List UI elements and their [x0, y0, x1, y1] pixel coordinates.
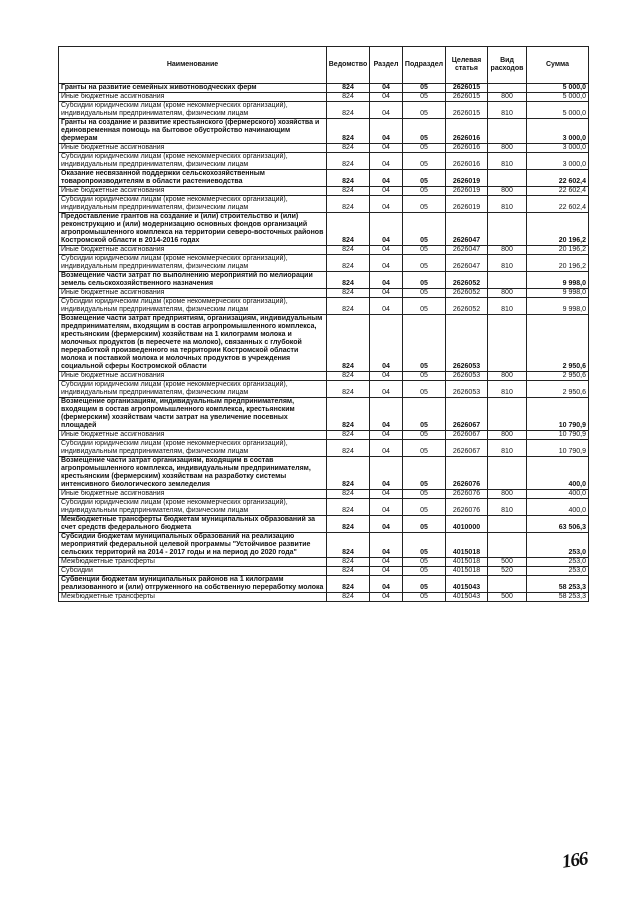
- cell-kind: 810: [488, 298, 527, 315]
- table-header-row: [59, 47, 589, 84]
- table-row: [59, 255, 589, 272]
- cell-section: 04: [370, 490, 403, 499]
- cell-subsection: 05: [403, 119, 446, 144]
- cell-subsection: 05: [403, 576, 446, 593]
- cell-section: 04: [370, 93, 403, 102]
- cell-sum: 253,0: [527, 558, 589, 567]
- cell-name: Субсидии: [59, 567, 327, 576]
- cell-subsection: 05: [403, 499, 446, 516]
- cell-target: 4015018: [446, 533, 488, 558]
- cell-name: Субсидии юридическим лицам (кроме некоммерческих организаций), индивидуальным предпринимателям, физическим лицам: [59, 381, 327, 398]
- cell-subsection: 05: [403, 440, 446, 457]
- cell-name: Субсидии юридическим лицам (кроме некоммерческих организаций), индивидуальным предпринимателям, физическим лицам: [59, 153, 327, 170]
- table-row: [59, 298, 589, 315]
- cell-target: 4015043: [446, 593, 488, 602]
- cell-section: 04: [370, 533, 403, 558]
- cell-dept: 824: [327, 567, 370, 576]
- cell-kind: 810: [488, 381, 527, 398]
- cell-name: Межбюджетные трансферты: [59, 558, 327, 567]
- cell-dept: 824: [327, 272, 370, 289]
- cell-name: Субсидии юридическим лицам (кроме некоммерческих организаций), индивидуальным предпринимателям, физическим лицам: [59, 298, 327, 315]
- cell-sum: 58 253,3: [527, 576, 589, 593]
- cell-name: Предоставление грантов на создание и (или) строительство и (или) реконструкцию и (или) модернизацию основных фондов организаций агропромышленного комплекса на территории северо-восточных районов Костромской области в 2014-2016 годах: [59, 213, 327, 246]
- cell-kind: 810: [488, 255, 527, 272]
- table-row: [59, 289, 589, 298]
- cell-section: 04: [370, 119, 403, 144]
- cell-name: Иные бюджетные ассигнования: [59, 431, 327, 440]
- cell-kind: 810: [488, 196, 527, 213]
- cell-subsection: 05: [403, 93, 446, 102]
- cell-dept: 824: [327, 213, 370, 246]
- cell-name: Возмещение организациям, индивидуальным предпринимателям, входящим в состав агропромышленного комплекса, крестьянским (фермерским) хозяйствам части затрат на увеличение посевных площадей: [59, 398, 327, 431]
- cell-section: 04: [370, 315, 403, 372]
- cell-sum: 253,0: [527, 567, 589, 576]
- cell-dept: 824: [327, 558, 370, 567]
- cell-sum: 20 196,2: [527, 246, 589, 255]
- table-row: [59, 567, 589, 576]
- table-row: [59, 102, 589, 119]
- cell-kind: 800: [488, 144, 527, 153]
- cell-name: Межбюджетные трансферты бюджетам муниципальных образований за счет средств федерального бюджета: [59, 516, 327, 533]
- cell-target: 4015018: [446, 567, 488, 576]
- table-row: [59, 246, 589, 255]
- cell-subsection: 05: [403, 490, 446, 499]
- cell-dept: 824: [327, 431, 370, 440]
- table-row: [59, 93, 589, 102]
- cell-section: 04: [370, 213, 403, 246]
- table-row: [59, 533, 589, 558]
- cell-sum: 58 253,3: [527, 593, 589, 602]
- cell-name: Возмещение части затрат предприятиям, организациям, индивидуальным предпринимателям, входящим в состав агропромышленного комплекса, крестьянским (фермерским) хозяйствам на 1 килограмм молока и молочных продуктов (в пересчете на молоко), связанных с глубокой переработкой произведенного на территории Костромской области молока и поставкой молока и молочных продуктов в учреждения социальной сферы Костромской области: [59, 315, 327, 372]
- cell-sum: 5 000,0: [527, 102, 589, 119]
- cell-kind: 810: [488, 440, 527, 457]
- cell-target: 2626053: [446, 381, 488, 398]
- cell-sum: 2 950,6: [527, 315, 589, 372]
- cell-sum: 3 000,0: [527, 119, 589, 144]
- cell-sum: 10 790,9: [527, 440, 589, 457]
- cell-sum: 9 998,0: [527, 272, 589, 289]
- cell-section: 04: [370, 457, 403, 490]
- cell-subsection: 05: [403, 144, 446, 153]
- cell-kind: 810: [488, 102, 527, 119]
- table-row: [59, 398, 589, 431]
- cell-section: 04: [370, 298, 403, 315]
- cell-kind: 800: [488, 246, 527, 255]
- cell-target: 2626052: [446, 298, 488, 315]
- cell-name: Иные бюджетные ассигнования: [59, 93, 327, 102]
- cell-dept: 824: [327, 593, 370, 602]
- cell-kind: 800: [488, 372, 527, 381]
- cell-section: 04: [370, 102, 403, 119]
- cell-subsection: 05: [403, 431, 446, 440]
- cell-sum: 3 000,0: [527, 153, 589, 170]
- cell-dept: 824: [327, 84, 370, 93]
- cell-sum: 20 196,2: [527, 213, 589, 246]
- cell-section: 04: [370, 196, 403, 213]
- table-row: [59, 381, 589, 398]
- page-number: 166: [560, 848, 589, 873]
- cell-subsection: 05: [403, 289, 446, 298]
- cell-section: 04: [370, 558, 403, 567]
- table-row: [59, 431, 589, 440]
- table-row: [59, 457, 589, 490]
- cell-dept: 824: [327, 372, 370, 381]
- cell-name: Иные бюджетные ассигнования: [59, 144, 327, 153]
- cell-section: 04: [370, 431, 403, 440]
- cell-name: Оказание несвязанной поддержки сельскохозяйственным товаропроизводителям в области растениеводства: [59, 170, 327, 187]
- cell-target: 2626067: [446, 398, 488, 431]
- table-row: [59, 440, 589, 457]
- cell-sum: 63 506,3: [527, 516, 589, 533]
- cell-kind: 520: [488, 567, 527, 576]
- cell-kind: 800: [488, 490, 527, 499]
- cell-dept: 824: [327, 119, 370, 144]
- cell-kind: [488, 170, 527, 187]
- cell-kind: [488, 119, 527, 144]
- cell-sum: 22 602,4: [527, 187, 589, 196]
- budget-table-sheet: [58, 46, 588, 602]
- cell-target: 2626016: [446, 153, 488, 170]
- cell-name: Субсидии юридическим лицам (кроме некоммерческих организаций), индивидуальным предпринимателям, физическим лицам: [59, 255, 327, 272]
- cell-section: 04: [370, 567, 403, 576]
- cell-target: 2626019: [446, 196, 488, 213]
- cell-target: 2626076: [446, 457, 488, 490]
- table-row: [59, 558, 589, 567]
- cell-target: 2626047: [446, 213, 488, 246]
- cell-dept: 824: [327, 187, 370, 196]
- cell-subsection: 05: [403, 213, 446, 246]
- cell-target: 2626053: [446, 372, 488, 381]
- cell-sum: 20 196,2: [527, 255, 589, 272]
- table-row: [59, 196, 589, 213]
- cell-name: Гранты на развитие семейных животноводческих ферм: [59, 84, 327, 93]
- cell-sum: 253,0: [527, 533, 589, 558]
- cell-section: 04: [370, 516, 403, 533]
- cell-sum: 10 790,9: [527, 431, 589, 440]
- cell-kind: 810: [488, 499, 527, 516]
- cell-target: 2626052: [446, 289, 488, 298]
- cell-section: 04: [370, 372, 403, 381]
- cell-dept: 824: [327, 516, 370, 533]
- table-row: [59, 213, 589, 246]
- cell-subsection: 05: [403, 102, 446, 119]
- cell-section: 04: [370, 440, 403, 457]
- cell-dept: 824: [327, 196, 370, 213]
- header-dept: Ведомство: [327, 47, 370, 84]
- cell-sum: 22 602,4: [527, 196, 589, 213]
- table-row: [59, 576, 589, 593]
- cell-subsection: 05: [403, 381, 446, 398]
- header-target: Целевая статья: [446, 47, 488, 84]
- cell-subsection: 05: [403, 187, 446, 196]
- table-row: [59, 170, 589, 187]
- header-subsection: Подраздел: [403, 47, 446, 84]
- cell-section: 04: [370, 246, 403, 255]
- cell-name: Межбюджетные трансферты: [59, 593, 327, 602]
- cell-subsection: 05: [403, 84, 446, 93]
- cell-name: Субсидии юридическим лицам (кроме некоммерческих организаций), индивидуальным предпринимателям, физическим лицам: [59, 196, 327, 213]
- cell-kind: [488, 213, 527, 246]
- cell-dept: 824: [327, 298, 370, 315]
- cell-name: Субсидии юридическим лицам (кроме некоммерческих организаций), индивидуальным предпринимателям, физическим лицам: [59, 102, 327, 119]
- cell-name: Иные бюджетные ассигнования: [59, 187, 327, 196]
- cell-kind: 800: [488, 93, 527, 102]
- cell-kind: [488, 272, 527, 289]
- cell-target: 2626015: [446, 102, 488, 119]
- table-row: [59, 593, 589, 602]
- cell-kind: [488, 84, 527, 93]
- cell-target: 2626076: [446, 490, 488, 499]
- cell-subsection: 05: [403, 533, 446, 558]
- cell-name: Гранты на создание и развитие крестьянского (фермерского) хозяйства и единовременная помощь на бытовое обустройство начинающим фермерам: [59, 119, 327, 144]
- cell-subsection: 05: [403, 593, 446, 602]
- cell-sum: 3 000,0: [527, 144, 589, 153]
- cell-dept: 824: [327, 246, 370, 255]
- budget-table: [58, 46, 589, 602]
- cell-sum: 5 000,0: [527, 84, 589, 93]
- cell-kind: [488, 516, 527, 533]
- cell-dept: 824: [327, 440, 370, 457]
- cell-name: Иные бюджетные ассигнования: [59, 246, 327, 255]
- cell-subsection: 05: [403, 170, 446, 187]
- table-row: [59, 490, 589, 499]
- cell-target: 2626067: [446, 431, 488, 440]
- cell-kind: [488, 576, 527, 593]
- table-row: [59, 153, 589, 170]
- header-kind: Вид расходов: [488, 47, 527, 84]
- cell-name: Иные бюджетные ассигнования: [59, 490, 327, 499]
- cell-dept: 824: [327, 457, 370, 490]
- cell-sum: 5 000,0: [527, 93, 589, 102]
- cell-section: 04: [370, 272, 403, 289]
- cell-subsection: 05: [403, 398, 446, 431]
- cell-subsection: 05: [403, 558, 446, 567]
- cell-section: 04: [370, 144, 403, 153]
- cell-kind: [488, 533, 527, 558]
- cell-name: Субсидии юридическим лицам (кроме некоммерческих организаций), индивидуальным предпринимателям, физическим лицам: [59, 440, 327, 457]
- cell-sum: 400,0: [527, 457, 589, 490]
- cell-section: 04: [370, 255, 403, 272]
- table-row: [59, 315, 589, 372]
- cell-section: 04: [370, 289, 403, 298]
- table-row: [59, 516, 589, 533]
- cell-sum: 22 602,4: [527, 170, 589, 187]
- cell-subsection: 05: [403, 567, 446, 576]
- cell-target: 2626047: [446, 246, 488, 255]
- cell-subsection: 05: [403, 315, 446, 372]
- cell-target: 2626015: [446, 93, 488, 102]
- table-row: [59, 272, 589, 289]
- cell-kind: [488, 315, 527, 372]
- cell-target: 2626016: [446, 144, 488, 153]
- cell-target: 2626067: [446, 440, 488, 457]
- cell-sum: 9 998,0: [527, 289, 589, 298]
- table-row: [59, 144, 589, 153]
- cell-name: Иные бюджетные ассигнования: [59, 289, 327, 298]
- cell-section: 04: [370, 84, 403, 93]
- cell-kind: 800: [488, 431, 527, 440]
- cell-target: 2626053: [446, 315, 488, 372]
- table-row: [59, 372, 589, 381]
- cell-kind: 810: [488, 153, 527, 170]
- cell-target: 2626019: [446, 170, 488, 187]
- cell-section: 04: [370, 187, 403, 196]
- cell-subsection: 05: [403, 372, 446, 381]
- cell-subsection: 05: [403, 246, 446, 255]
- cell-target: 4010000: [446, 516, 488, 533]
- header-name: Наименование: [59, 47, 327, 84]
- cell-dept: 824: [327, 153, 370, 170]
- cell-dept: 824: [327, 170, 370, 187]
- cell-target: 2626016: [446, 119, 488, 144]
- cell-sum: 10 790,9: [527, 398, 589, 431]
- cell-dept: 824: [327, 576, 370, 593]
- cell-target: 2626047: [446, 255, 488, 272]
- cell-name: Субвенции бюджетам муниципальных районов на 1 килограмм реализованного и (или) отгруженного на собственную переработку молока: [59, 576, 327, 593]
- cell-section: 04: [370, 170, 403, 187]
- table-row: [59, 84, 589, 93]
- cell-target: 2626019: [446, 187, 488, 196]
- cell-dept: 824: [327, 315, 370, 372]
- cell-section: 04: [370, 153, 403, 170]
- cell-dept: 824: [327, 499, 370, 516]
- cell-target: 4015018: [446, 558, 488, 567]
- cell-name: Субсидии бюджетам муниципальных образований на реализацию мероприятий федеральной целевой программы "Устойчивое развитие сельских территорий на 2014 - 2017 годы и на период до 2020 года": [59, 533, 327, 558]
- cell-name: Возмещение части затрат по выполнению мероприятий по мелиорации земель сельскохозяйственного назначения: [59, 272, 327, 289]
- header-section: Раздел: [370, 47, 403, 84]
- cell-kind: [488, 398, 527, 431]
- table-row: [59, 187, 589, 196]
- cell-sum: 2 950,6: [527, 381, 589, 398]
- cell-section: 04: [370, 398, 403, 431]
- cell-sum: 2 950,6: [527, 372, 589, 381]
- cell-kind: 800: [488, 289, 527, 298]
- cell-target: 2626015: [446, 84, 488, 93]
- cell-dept: 824: [327, 93, 370, 102]
- cell-sum: 400,0: [527, 499, 589, 516]
- cell-section: 04: [370, 499, 403, 516]
- cell-name: Возмещение части затрат организациям, входящим в состав агропромышленного комплекса, индивидуальным предпринимателям, крестьянским (фермерским) хозяйствам на разработку системы интенсивного биологического земледелия: [59, 457, 327, 490]
- cell-subsection: 05: [403, 516, 446, 533]
- cell-section: 04: [370, 576, 403, 593]
- cell-sum: 9 998,0: [527, 298, 589, 315]
- cell-dept: 824: [327, 255, 370, 272]
- cell-subsection: 05: [403, 298, 446, 315]
- cell-dept: 824: [327, 533, 370, 558]
- header-sum: Сумма: [527, 47, 589, 84]
- cell-kind: [488, 457, 527, 490]
- cell-dept: 824: [327, 381, 370, 398]
- cell-sum: 400,0: [527, 490, 589, 499]
- cell-dept: 824: [327, 144, 370, 153]
- cell-subsection: 05: [403, 153, 446, 170]
- cell-dept: 824: [327, 289, 370, 298]
- cell-subsection: 05: [403, 255, 446, 272]
- cell-dept: 824: [327, 102, 370, 119]
- cell-target: 2626052: [446, 272, 488, 289]
- cell-subsection: 05: [403, 272, 446, 289]
- table-row: [59, 499, 589, 516]
- cell-dept: 824: [327, 398, 370, 431]
- cell-target: 4015043: [446, 576, 488, 593]
- cell-subsection: 05: [403, 196, 446, 213]
- cell-name: Иные бюджетные ассигнования: [59, 372, 327, 381]
- cell-kind: 800: [488, 187, 527, 196]
- cell-name: Субсидии юридическим лицам (кроме некоммерческих организаций), индивидуальным предпринимателям, физическим лицам: [59, 499, 327, 516]
- cell-section: 04: [370, 593, 403, 602]
- cell-section: 04: [370, 381, 403, 398]
- cell-subsection: 05: [403, 457, 446, 490]
- table-row: [59, 119, 589, 144]
- cell-dept: 824: [327, 490, 370, 499]
- cell-kind: 500: [488, 593, 527, 602]
- cell-kind: 500: [488, 558, 527, 567]
- cell-target: 2626076: [446, 499, 488, 516]
